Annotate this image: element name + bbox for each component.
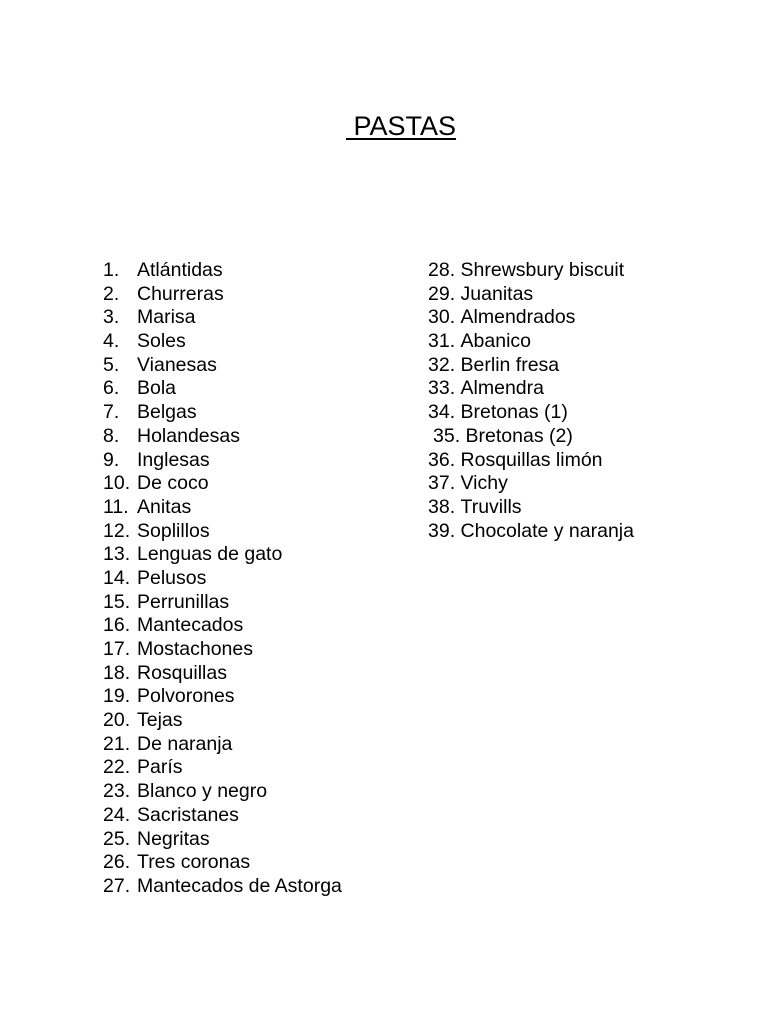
- item-number: 16.: [103, 614, 131, 637]
- item-number: 9.: [103, 448, 120, 471]
- list-item: [428, 330, 634, 354]
- item-label: Rosquillas limón: [460, 448, 603, 471]
- item-number: 10.: [103, 472, 131, 495]
- item-number: 18.: [103, 661, 131, 684]
- item-label: De coco: [137, 472, 209, 495]
- item-number: 6.: [103, 377, 120, 400]
- list-item: [103, 685, 342, 709]
- item-label: De naranja: [137, 732, 233, 755]
- item-label: Bola: [137, 377, 177, 400]
- item-number: 11.: [103, 495, 129, 518]
- item-number: 4.: [103, 330, 120, 353]
- item-number: 21.: [103, 732, 131, 755]
- item-label: Soplillos: [137, 519, 210, 542]
- item-label: Tres coronas: [137, 851, 251, 874]
- item-number: 33.: [428, 377, 456, 400]
- list-item: [103, 449, 342, 473]
- item-label: Blanco y negro: [137, 780, 268, 803]
- item-label: Vichy: [460, 472, 508, 495]
- item-number: 17.: [103, 638, 131, 660]
- list-item: [103, 520, 342, 544]
- item-number: 23.: [103, 780, 131, 803]
- item-label: Anitas: [137, 495, 192, 518]
- item-label: Rosquillas: [137, 661, 227, 684]
- list-item: [103, 591, 342, 615]
- item-label: Atlántidas: [137, 259, 223, 281]
- list-item: [428, 306, 634, 330]
- item-number: 30.: [428, 306, 456, 329]
- item-label: Lenguas de gato: [137, 543, 283, 566]
- list-item: [103, 851, 342, 875]
- item-label: Abanico: [460, 330, 531, 353]
- item-label: Marisa: [137, 306, 196, 329]
- item-label: Holandesas: [137, 424, 240, 447]
- item-label: Bretonas (1): [460, 401, 568, 424]
- item-number: 29.: [428, 282, 456, 305]
- list-item: [103, 472, 342, 496]
- item-number: 25.: [103, 827, 131, 850]
- item-label: Churreras: [137, 282, 224, 305]
- item-number: 8.: [103, 424, 120, 447]
- item-number: 20.: [103, 709, 131, 732]
- item-number: 19.: [103, 685, 131, 708]
- list-item: [103, 780, 342, 804]
- list-item: [103, 662, 342, 686]
- item-number: 15.: [103, 590, 131, 613]
- right-column-list: [428, 259, 634, 543]
- item-number: 7.: [103, 401, 120, 424]
- page-title: PASTAS: [346, 111, 457, 141]
- list-item: [103, 804, 342, 828]
- item-number: 31.: [428, 330, 456, 353]
- item-number: 34.: [428, 401, 456, 424]
- item-label: Bretonas (2): [465, 424, 573, 447]
- item-number: 32.: [428, 353, 456, 376]
- list-item: [103, 259, 342, 283]
- list-item: [103, 425, 342, 449]
- list-item: [428, 283, 634, 307]
- item-label: Negritas: [137, 827, 210, 850]
- item-label: Soles: [137, 330, 186, 353]
- item-label: Almendra: [460, 377, 544, 400]
- item-label: Pelusos: [137, 566, 207, 589]
- item-label: Truvills: [460, 495, 522, 518]
- item-label: Mantecados de Astorga: [137, 874, 342, 897]
- list-item: [103, 283, 342, 307]
- item-label: París: [137, 756, 183, 779]
- list-item: [428, 354, 634, 378]
- list-item: [103, 875, 342, 899]
- item-number: 14.: [103, 566, 131, 589]
- item-number: 39.: [428, 519, 456, 542]
- list-item: [428, 259, 634, 283]
- list-item: [103, 614, 342, 638]
- item-number: 35.: [433, 424, 461, 447]
- item-number: 26.: [103, 851, 131, 874]
- item-label: Chocolate y naranja: [460, 519, 634, 542]
- item-number: 2.: [103, 282, 120, 305]
- list-item: [103, 377, 342, 401]
- list-item: [103, 306, 342, 330]
- item-label: Belgas: [137, 401, 197, 424]
- list-item: [428, 496, 634, 520]
- item-number: 36.: [428, 448, 456, 471]
- list-item: [103, 733, 342, 757]
- item-number: 27.: [103, 874, 131, 897]
- list-item: [103, 496, 342, 520]
- list-item: [103, 330, 342, 354]
- item-label: Sacristanes: [137, 803, 239, 826]
- item-number: 28.: [428, 259, 456, 281]
- list-item: [103, 709, 342, 733]
- item-number: 3.: [103, 306, 120, 329]
- item-number: 1.: [103, 259, 120, 281]
- item-number: 24.: [103, 803, 131, 826]
- list-item: [103, 543, 342, 567]
- list-item: [103, 638, 342, 662]
- item-label: Mantecados: [137, 614, 244, 637]
- list-item: [103, 567, 342, 591]
- item-number: 38.: [428, 495, 456, 518]
- left-column-list: [103, 259, 342, 899]
- list-item: [428, 401, 634, 425]
- item-label: Berlin fresa: [460, 353, 560, 376]
- item-number: 37.: [428, 472, 456, 495]
- list-item: [428, 449, 634, 473]
- item-number: 12.: [103, 519, 131, 542]
- item-label: Tejas: [137, 709, 183, 732]
- item-number: 13.: [103, 543, 131, 566]
- item-label: Juanitas: [460, 282, 534, 305]
- list-item: [428, 472, 634, 496]
- item-label: Mostachones: [137, 638, 253, 660]
- item-label: Inglesas: [137, 448, 210, 471]
- item-label: Perrunillas: [137, 590, 230, 613]
- item-label: Vianesas: [137, 353, 217, 376]
- list-item: [428, 520, 634, 544]
- list-item: [428, 425, 634, 449]
- item-number: 22.: [103, 756, 131, 779]
- list-item: [103, 756, 342, 780]
- list-item: [103, 401, 342, 425]
- list-item: [103, 354, 342, 378]
- item-label: Shrewsbury biscuit: [460, 259, 625, 281]
- item-number: 5.: [103, 353, 120, 376]
- list-item: [428, 377, 634, 401]
- item-label: Almendrados: [460, 306, 576, 329]
- item-label: Polvorones: [137, 685, 235, 708]
- list-item: [103, 828, 342, 852]
